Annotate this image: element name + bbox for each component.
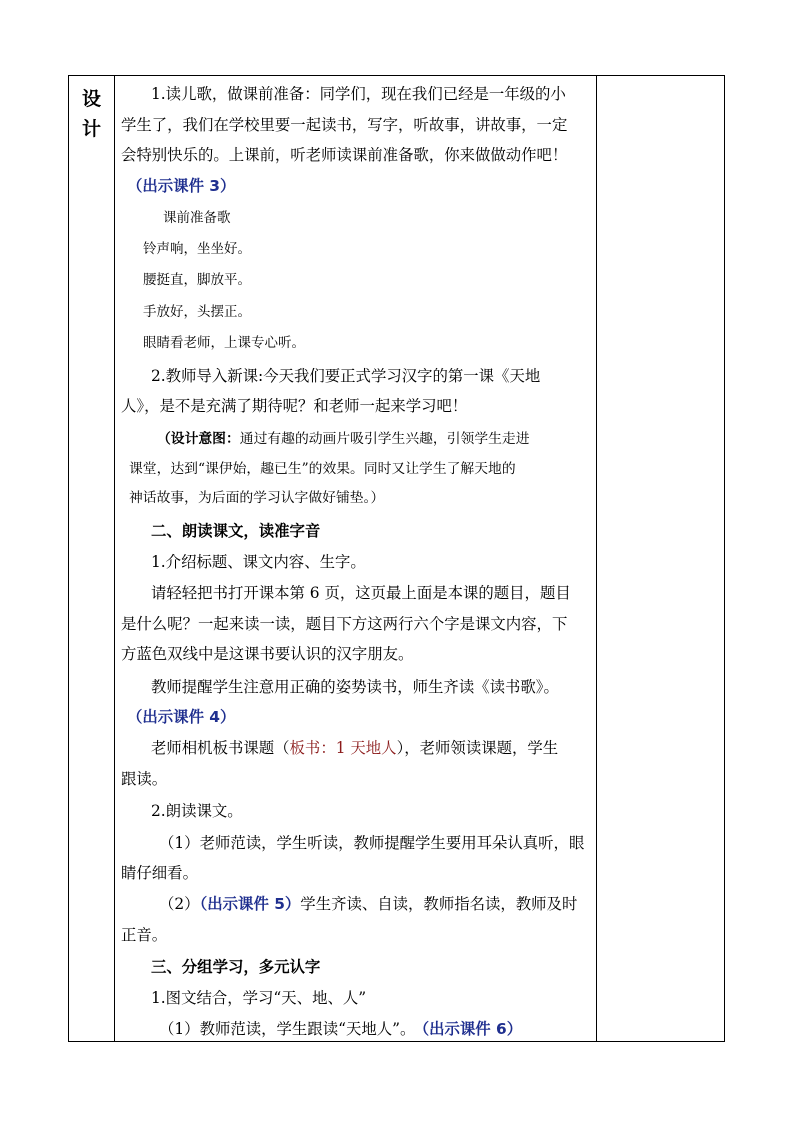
text-run: ），老师领读课题，学生 [396,739,559,757]
column-divider [114,76,115,1041]
poem-line: 腰挺直，脚放平。 [143,272,251,288]
courseware-note: （出示课件 3） [127,177,236,195]
paragraph-line: 学生了，我们在学校里要一起读书，写字，听故事，讲故事，一定 [121,116,568,134]
section-heading: 二、朗读课文，读准字音 [151,522,321,540]
paragraph-line: 请轻轻把书打开课本第 6 页，这页最上面是本课的题目，题目 [151,584,571,602]
design-intent-label: （设计意图： [157,431,240,447]
column-divider [596,76,597,1041]
paragraph-line: 1.读儿歌，做课前准备：同学们，现在我们已经是一年级的小 [151,85,566,103]
courseware-note: （出示课件 6） [421,1020,523,1038]
paragraph-line: 正音。 [121,926,168,944]
text-run: （1）教师范读，学生跟读“天地人”。 [159,1020,416,1038]
paragraph-line: （1）老师范读，学生听读，教师提醒学生要用耳朵认真听，眼 [159,834,585,852]
poem-line: 眼睛看老师，上课专心听。 [143,335,305,351]
courseware-note: （出示课件 4） [127,708,236,726]
row-label-char: 计 [81,118,101,140]
text-run: 老师相机板书课题（ [151,739,290,757]
board-writing: 板书：1 天地人 [289,739,397,757]
paragraph-line: 是什么呢？一起来读一读，题目下方这两行六个字是课文内容，下 [121,615,568,633]
design-intent-text: 通过有趣的动画片吸引学生兴趣，引领学生走进 [239,431,530,447]
paragraph-line [159,1019,522,1039]
poem-line: 铃声响，坐坐好。 [143,241,251,257]
poem-title: 课前准备歌 [163,210,231,226]
courseware-note: （出示课件 5） [199,895,301,913]
paragraph-line [151,738,558,758]
design-intent-note: 课堂，达到“课伊始，趣已生”的效果。同时又让学生了解天地的 [129,461,516,477]
paragraph-line: 1.图文结合，学习“天、地、人” [151,989,367,1007]
paragraph-line: 教师提醒学生注意用正确的姿势读书，师生齐读《读书歌》。 [151,678,559,696]
text-run: （2） [159,895,200,913]
paragraph-line: 睛仔细看。 [121,864,198,882]
paragraph-line: 人》，是不是充满了期待呢？和老师一起来学习吧！ [121,397,468,415]
text-run: 学生齐读、自读，教师指名读，教师及时 [300,895,578,913]
paragraph-line: 1.介绍标题、课文内容、生字。 [151,553,366,571]
paragraph-line [159,894,577,914]
paragraph-line: 方蓝色双线中是这课书要认识的汉字朋友。 [121,645,414,663]
design-intent-note [157,429,530,449]
design-intent-note: 神话故事，为后面的学习认字做好铺垫。） [129,490,385,506]
paragraph-line: 会特别快乐的。上课前，听老师读课前准备歌，你来做做动作吧！ [121,146,568,164]
poem-line: 手放好，头摆正。 [143,304,251,320]
paragraph-line: 2.教师导入新课:今天我们要正式学习汉字的第一课《天地 [151,367,541,385]
paragraph-line: 跟读。 [121,770,168,788]
section-heading: 三、分组学习，多元认字 [151,958,321,976]
row-label-char: 设 [81,88,101,110]
paragraph-line: 2.朗读课文。 [151,802,243,820]
